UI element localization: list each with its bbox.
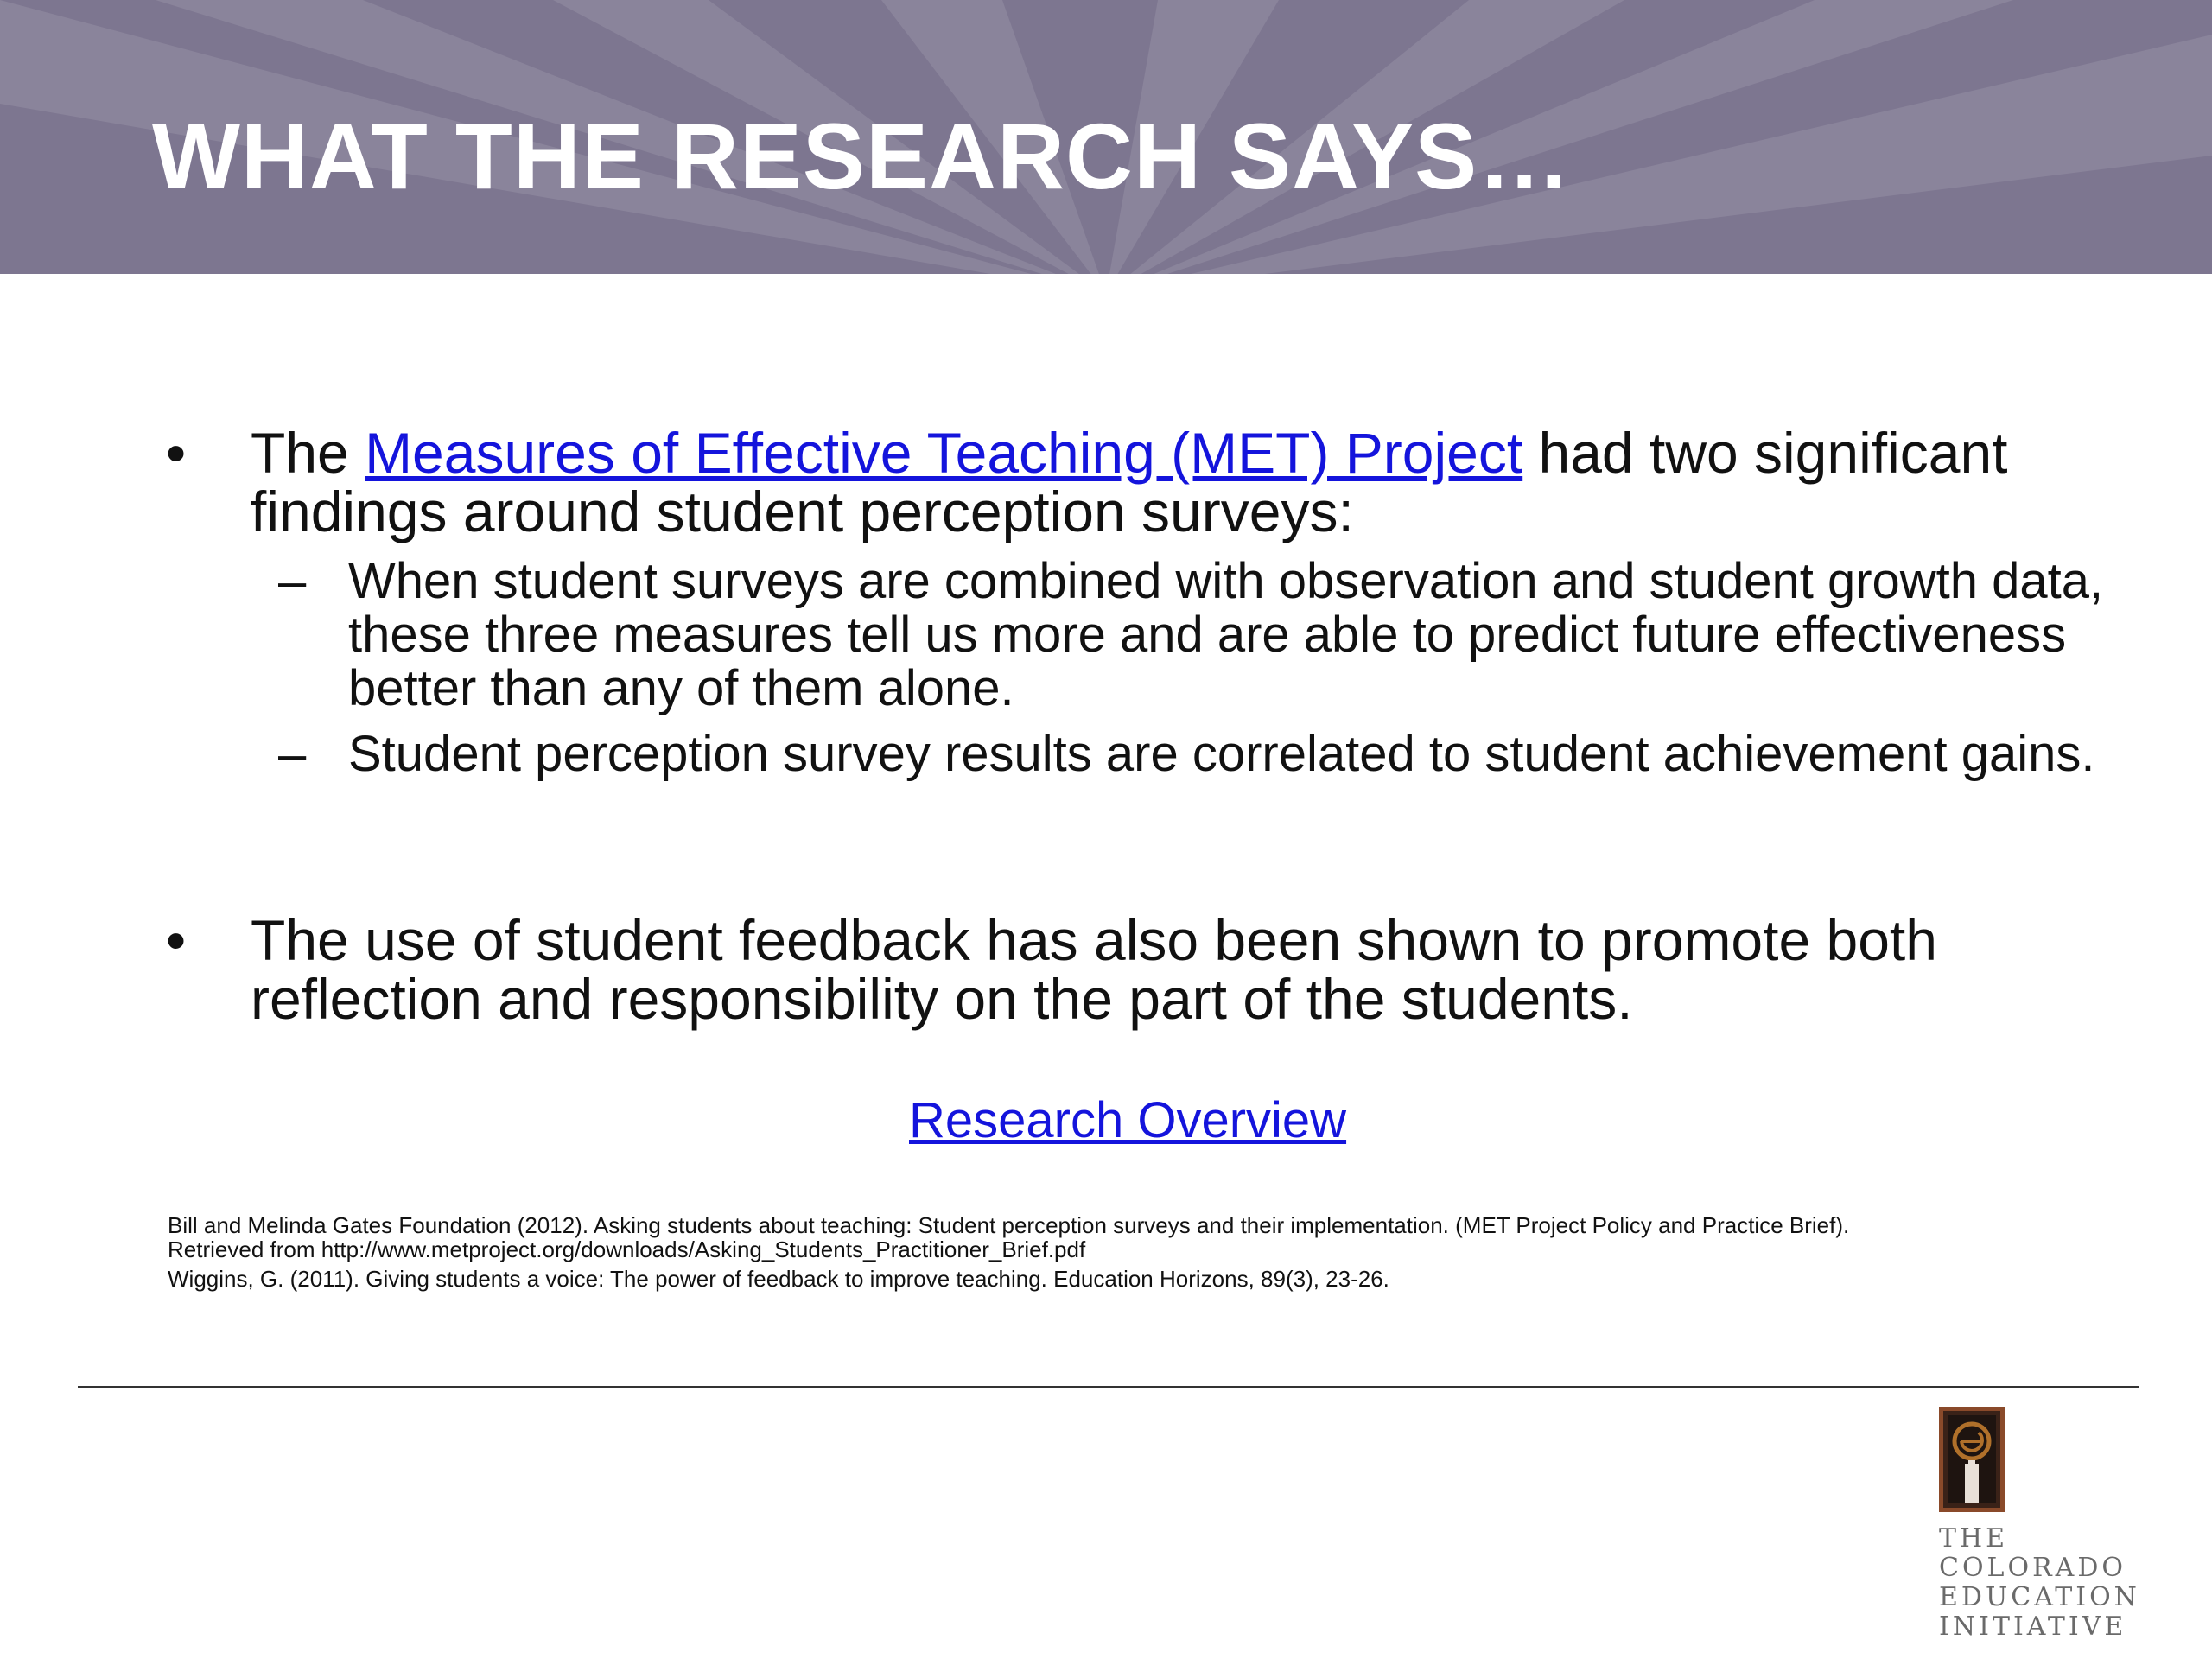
sub-bullet-marker: – [278,726,307,782]
bullet-item-met-findings [251,423,2100,541]
reference-gates-line-1: Bill and Melinda Gates Foundation (2012). Asking students about teaching: Student perception surveys and their implementation. (MET Project Policy and Practice Brief). [168,1212,1850,1238]
bullet-marker: • [166,908,187,972]
bullet-item-student-feedback: The use of student feedback has also been shown to promote both reflection and responsibility on the part of the students. [251,908,1937,1031]
footer-divider [78,1386,2139,1388]
research-overview-link[interactable]: Research Overview [909,1092,1347,1148]
reference-gates-line-2: Retrieved from http://www.metproject.org/downloads/Asking_Students_Practitioner_Brief.pdf [168,1236,1086,1262]
slide-title: WHAT THE RESEARCH SAYS… [152,104,1573,208]
references [168,1213,2181,1291]
slide-header [0,0,2212,274]
bullet-prefix: The [251,421,365,485]
logo-wordmark [1939,1524,2140,1642]
sub-item-correlation: Student perception survey results are correlated to student achievement gains. [348,726,2095,782]
met-project-link[interactable]: Measures of Effective Teaching (MET) Project [365,421,1523,485]
logo-line: COLORADO [1939,1553,2126,1583]
sub-item-combined-measures: When student surveys are combined with observation and student growth data, these three measures tell us more and are able to predict future effectiveness better than any of them alone. [348,553,2104,716]
sub-bullet-marker: – [278,553,307,609]
reference-wiggins: Wiggins, G. (2011). Giving students a voice: The power of feedback to improve teaching. Education Horizons, 89(3), 23-26. [168,1266,1389,1292]
logo-line: INITIATIVE [1939,1611,2127,1642]
bullet-marker: • [166,421,187,485]
logo-line: THE [1939,1523,2009,1554]
logo-line: EDUCATION [1939,1582,2140,1612]
colorado-education-initiative-logo-icon [1939,1407,2005,1512]
bullet-suffix: had two significant findings around student perception surveys: [251,421,2008,543]
